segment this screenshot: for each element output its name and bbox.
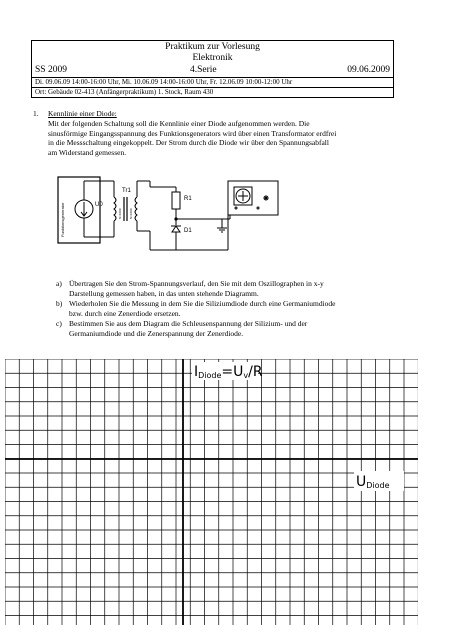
resistor-label: R1 [184,196,192,202]
grid-lines [5,359,418,625]
header-box [31,40,394,98]
diode-label: D1 [184,228,192,234]
diode-icon [172,226,180,232]
subtask-b [56,299,401,319]
semester: SS 2009 [35,65,67,75]
y-axis-label: IDiode=Uv/R [194,364,263,380]
task-line: in die Messschaltung eingekoppelt. Der Strom durch die Diode wir über den Spannungsabfall [48,138,329,148]
task-title: Kennlinie einer Diode: [48,109,117,118]
task-line: am Widerstand gemessen. [48,147,127,157]
task-description [48,119,398,157]
course-subject: Elektronik [192,53,233,63]
location: Ort: Gebäude 02-413 (Anfängerpraktikum) 1. Stock, Raum 430 [35,88,214,96]
source-label: U0 [95,202,103,208]
primary-winding-label: N=1000 [118,208,122,219]
task-line: Mit der folgenden Schaltung soll die Kennlinie einer Diode aufgenommen werden. Die [48,119,310,128]
resistor-icon [172,192,180,209]
subtask-label: b) [56,299,63,308]
subtask-line: Darstellung gemessen haben, in das unten stehende Diagramm. [69,288,259,298]
subtask-line: Germaniumdiode und die Zenerspannung der Zenerdiode. [69,328,244,338]
subtask-line: bzw. durch eine Zenerdiode ersetzen. [69,308,181,318]
subtask-c [56,319,401,339]
oscilloscope-box [228,181,278,215]
subtask-label: a) [56,279,62,288]
serie: 4.Serie [190,65,217,75]
subtask-a [56,279,401,299]
x-axis-label: UDiode [356,474,390,490]
subtask-line: Übertragen Sie den Strom-Spannungsverlauf, den Sie mit dem Oszillographen in x-y [69,279,324,288]
header-info-row [35,65,390,76]
generator-label: Funktionsgenerator [60,202,65,237]
subtask-label: c) [56,319,62,328]
subtask-line: Wiederholen Sie die Messung in dem Sie die Siliziumdiode durch eine Germaniumdiode [69,299,336,308]
transformer-secondary-icon [135,197,137,221]
secondary-winding-label: N=1000 [129,208,133,219]
schedule: Di. 09.06.09 14:00-16:00 Uhr, Mi. 10.06.09 14:00-16:00 Uhr, Fr. 12.06.09 10:00-12:00 Uhr [35,78,293,86]
circuit-diagram [50,175,290,255]
subtask-line: Bestimmen Sie aus dem Diagram die Schleusenspannung der Silizium- und der [69,319,308,328]
date: 09.06.2009 [347,65,390,75]
task-number: 1. [33,109,39,118]
course-title: Praktikum zur Vorlesung [165,42,260,52]
transformer-primary-icon [114,197,116,221]
task-line: sinusförmige Eingangsspannung des Funktionsgenerators wird über einen Transformator erdfrei [48,128,337,138]
graph-paper [5,359,418,625]
transformer-label: Tr1 [122,188,131,194]
